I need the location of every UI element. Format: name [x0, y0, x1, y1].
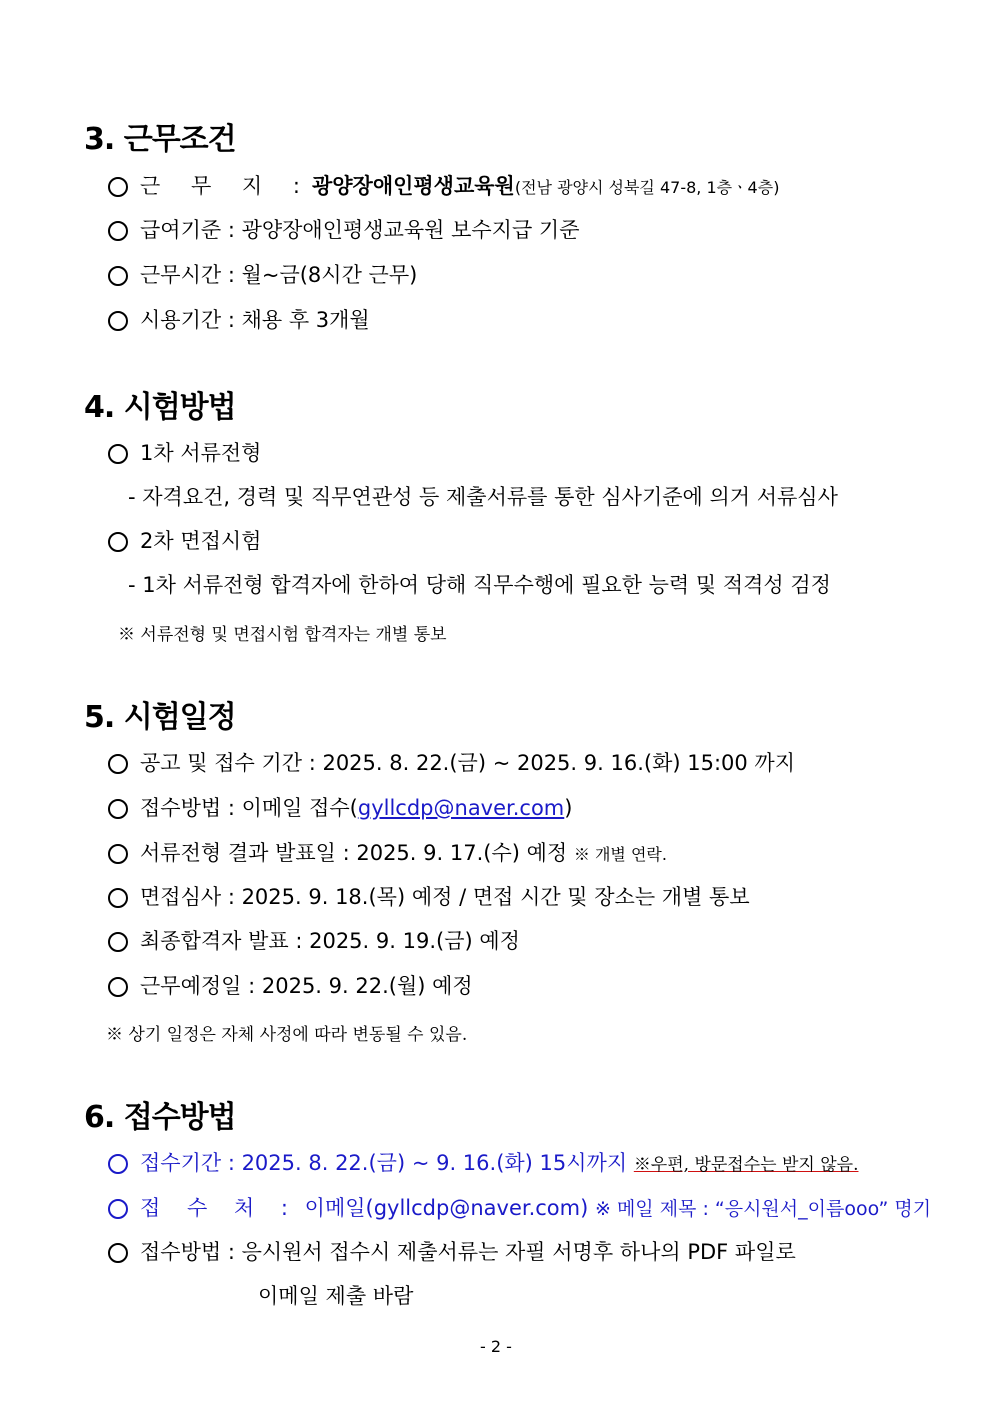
probation-text: 시용기간 : 채용 후 3개월 [140, 308, 370, 332]
work-location-label: 근 무 지 : [140, 174, 312, 198]
circle-bullet-icon [108, 799, 128, 819]
circle-bullet-icon [108, 311, 128, 331]
exam-step-2-desc: - 1차 서류전형 합격자에 한하여 당해 직무수행에 필요한 능력 및 적격성 검정 [128, 573, 831, 597]
application-period-text: 공고 및 접수 기간 : 2025. 8. 22.(금) ~ 2025. 9. 16.(화) 15:00 까지 [140, 751, 795, 775]
circle-bullet-icon [108, 221, 128, 241]
circle-bullet-icon [108, 932, 128, 952]
receipt-place-item [108, 1194, 931, 1223]
exam-step-2 [108, 527, 261, 555]
start-date-item [108, 972, 473, 1000]
circle-bullet-icon [108, 444, 128, 464]
section-6-title: 6. 접수방법 [84, 1100, 236, 1135]
circle-bullet-icon [108, 844, 128, 864]
section-5-title: 5. 시험일정 [84, 700, 236, 735]
document-result-note: ※ 개별 연락. [573, 845, 667, 864]
exam-step-1-text: 1차 서류전형 [140, 441, 262, 465]
work-location-item [108, 172, 779, 202]
circle-bullet-icon [108, 977, 128, 997]
section-3-title: 3. 근무조건 [84, 122, 236, 157]
receipt-period-item [108, 1149, 858, 1179]
receipt-method-line1: 접수방법 : 응시원서 접수시 제출서류는 자필 서명후 하나의 PDF 파일로 [140, 1240, 796, 1264]
final-result-text: 최종합격자 발표 : 2025. 9. 19.(금) 예정 [140, 929, 520, 953]
application-method-item [108, 794, 572, 822]
interview-item [108, 883, 750, 911]
circle-bullet-icon [108, 532, 128, 552]
receipt-period-text: 접수기간 : 2025. 8. 22.(금) ~ 9. 16.(화) 15시까지 [140, 1151, 628, 1175]
salary-item [108, 216, 580, 244]
receipt-method-item [108, 1238, 796, 1266]
circle-bullet-icon [108, 888, 128, 908]
page-number: - 2 - [480, 1337, 512, 1356]
receipt-period-note: ※우편, 방문접수는 받지 않음. [633, 1155, 859, 1175]
section-4-title: 4. 시험방법 [84, 390, 236, 425]
work-hours-text: 근무시간 : 월~금(8시간 근무) [140, 263, 418, 287]
exam-step-2-text: 2차 면접시험 [140, 529, 262, 553]
start-date-text: 근무예정일 : 2025. 9. 22.(월) 예정 [140, 974, 473, 998]
schedule-note: ※ 상기 일정은 자체 사정에 따라 변동될 수 있음. [106, 1025, 468, 1045]
circle-bullet-icon [108, 754, 128, 774]
probation-item [108, 306, 370, 334]
document-result-text: 서류전형 결과 발표일 : 2025. 9. 17.(수) 예정 [140, 841, 568, 865]
interview-text: 면접심사 : 2025. 9. 18.(목) 예정 / 면접 시간 및 장소는 개별 통보 [140, 885, 750, 909]
salary-text: 급여기준 : 광양장애인평생교육원 보수지급 기준 [140, 218, 580, 242]
final-result-item [108, 927, 520, 955]
exam-note: ※ 서류전형 및 면접시험 합격자는 개별 통보 [118, 625, 447, 645]
work-location-address: (전남 광양시 성북길 47-8, 1층ㆍ4층) [514, 178, 780, 197]
exam-step-1-desc: - 자격요건, 경력 및 직무연관성 등 제출서류를 통한 심사기준에 의거 서류심사 [128, 485, 838, 509]
receipt-place-note: ※ 메일 제목 : “응시원서_이름ooo” 명기 [594, 1198, 932, 1220]
email-link[interactable]: gyllcdp@naver.com [357, 796, 565, 820]
document-result-item [108, 839, 667, 869]
circle-bullet-icon [108, 1243, 128, 1263]
receipt-place-label: 접 수 처 : [140, 1196, 298, 1220]
work-hours-item [108, 261, 417, 289]
exam-step-1 [108, 439, 261, 467]
receipt-method-line2: 이메일 제출 바람 [258, 1284, 414, 1308]
application-method-prefix: 접수방법 : 이메일 접수( [140, 796, 358, 820]
application-period-item [108, 749, 795, 777]
circle-bullet-icon [108, 177, 128, 197]
work-location-value: 광양장애인평생교육원 [311, 174, 515, 198]
application-method-suffix: ) [564, 796, 573, 820]
receipt-place-value[interactable]: 이메일(gyllcdp@naver.com) [304, 1196, 589, 1220]
circle-bullet-icon [108, 1154, 128, 1174]
circle-bullet-icon [108, 1199, 128, 1219]
circle-bullet-icon [108, 266, 128, 286]
